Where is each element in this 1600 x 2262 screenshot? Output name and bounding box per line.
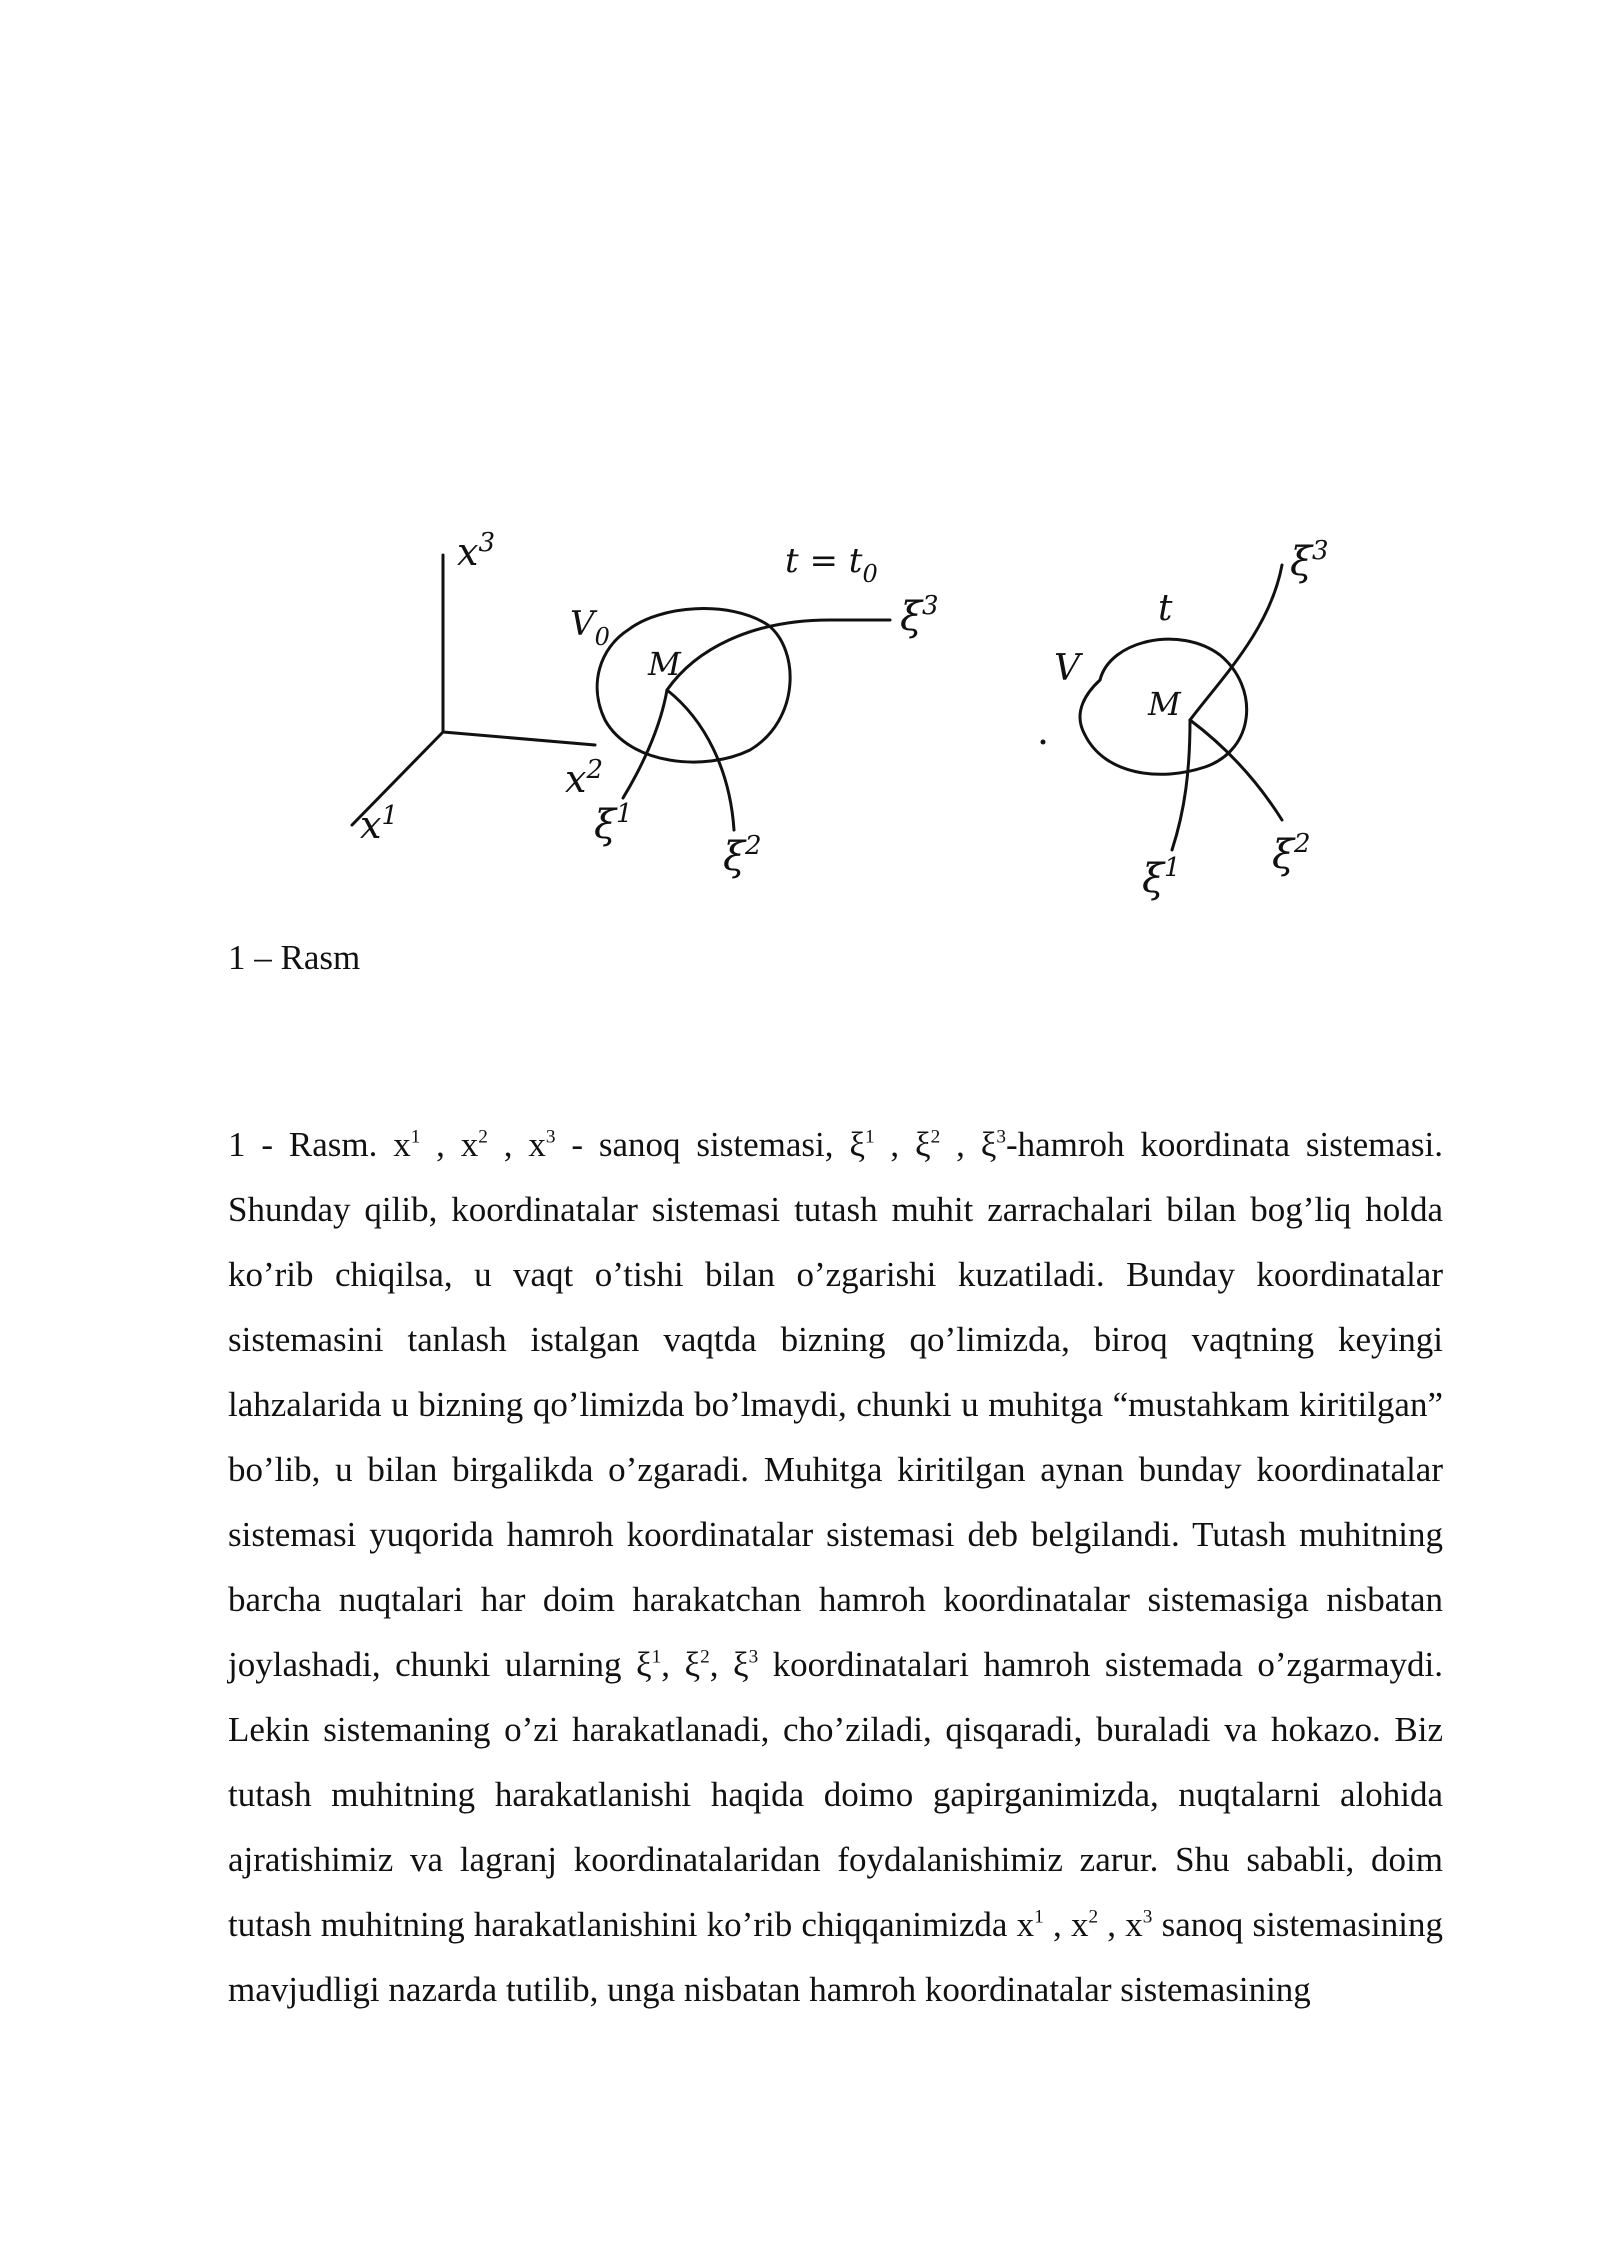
curve-xi2-right (1190, 720, 1282, 820)
label-x3: $x^3$ (457, 528, 495, 574)
label-m-right: M (1148, 685, 1181, 723)
label-xi2-left: $\xi^2$ (723, 831, 762, 880)
curve-xi3-right (1190, 565, 1282, 720)
label-x1: $x^1$ (360, 801, 398, 847)
axis-x2 (443, 732, 595, 745)
label-t-eq-t0: $t = t_0$ (785, 541, 878, 588)
label-xi1-left: $\xi^1$ (594, 799, 633, 848)
label-x2: $x^2$ (565, 755, 603, 801)
coordinate-systems-figure (330, 520, 1380, 920)
label-xi1-right: $\xi^1$ (1142, 853, 1181, 902)
label-xi3-right: $\xi^3$ (1290, 536, 1329, 585)
stray-dot (1041, 740, 1046, 745)
paragraph-text: 1 - Rasm. $x^1$ , $x^2$ , $x^3$ - sanoq sistemasi, $\xi^1$ , $\xi^2$ , $\xi^3$-hamroh koordinata sistemasi. Shunday qilib, koordinatalar sistemasi tutash muhit zarrachalari bilan bog’liq holda ko’rib chiqilsa, u vaqt o’tishi bilan o’zgarishi kuzatiladi. Bunday koordinatalar sistemasini tanlash istalgan vaqtda bizning qo’limizda, biroq vaqtning keyingi lahzalarida u bizning qo’limizda bo’lmaydi, chunki u muhitga “mustahkam kiritilgan” bo’lib, u bilan birgalikda o’zgaradi. Muhitga kiritilgan aynan bunday koordinatalar sistemasi yuqorida hamroh koordinatalar sistemasi deb belgilandi. Tutash muhitning barcha nuqtalari har doim harakatchan hamroh koordinatalar sistemasiga nisbatan joylashadi, chunki ularning $\xi^1$, $\xi^2$, $\xi^3$ koordinatalari hamroh sistemada o’zgarmaydi. Lekin sistemaning o’zi harakatlanadi, cho’ziladi, qisqaradi, buraladi va hokazo. Biz tutash muhitning harakatlanishi haqida doimo gapirganimizda, nuqtalarni alohida ajratishimiz va lagranj koordinatalaridan foydalanishimiz zarur. Shu sababli, doim tutash muhitning harakatlanishini ko’rib chiqqanimizda $x^1$ , $x^2$ , $x^3$ sanoq sistemasining mavjudligi nazarda tutilib, unga nisbatan hamroh koordinatalar sistemasining (228, 1125, 1444, 2009)
figure-caption: 1 – Rasm (228, 938, 361, 977)
curve-xi3-left (667, 620, 890, 690)
label-v: V (1054, 648, 1080, 689)
figure-drawing (330, 520, 1380, 920)
label-v0: $V_0$ (570, 604, 610, 651)
body-paragraph (228, 1112, 1443, 2022)
label-m-left: M (648, 645, 681, 683)
label-t: t (1158, 588, 1173, 629)
curve-xi1-right (1172, 720, 1190, 850)
volume-v0-outline (597, 609, 790, 763)
label-xi2-right: $\xi^2$ (1272, 829, 1311, 878)
label-xi3-left: $\xi^3$ (900, 591, 939, 640)
